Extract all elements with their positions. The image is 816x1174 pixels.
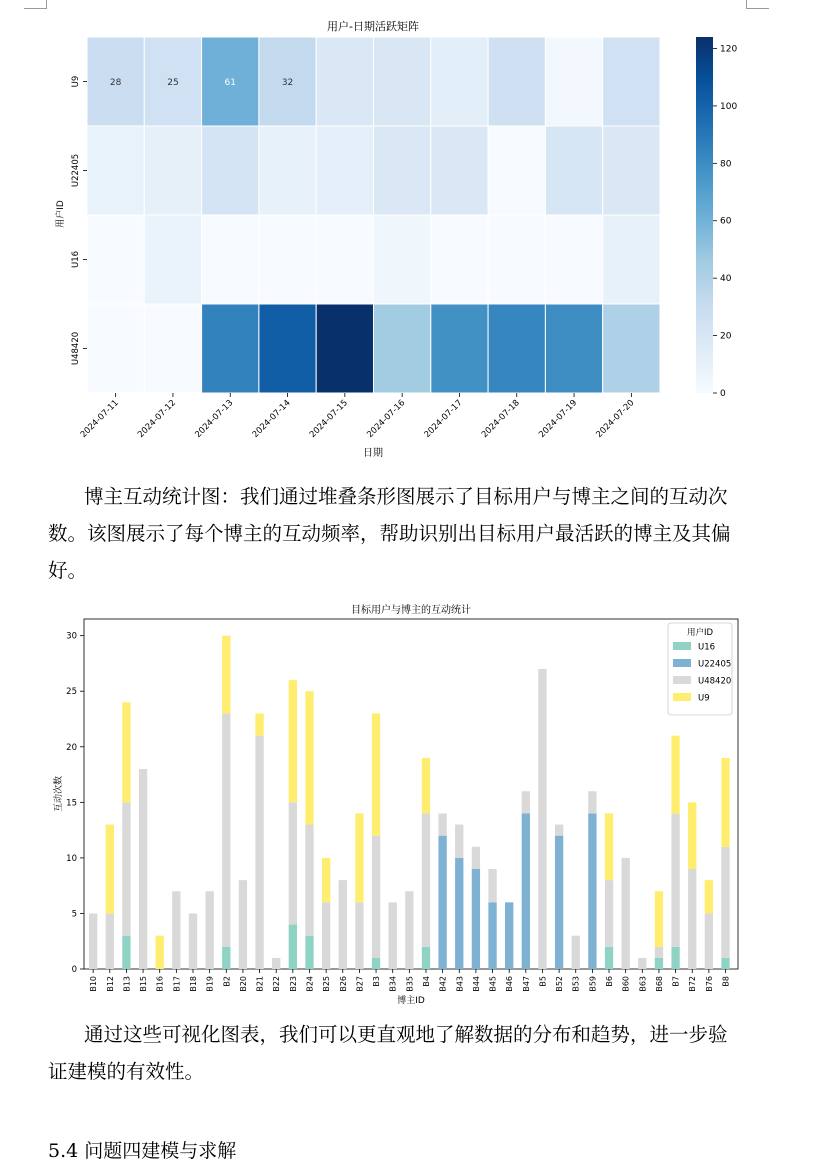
x-tick-label: B3 [372,976,382,987]
heatmap-cell [87,304,144,393]
heatmap-cell [316,126,373,215]
heatmap-cell [259,215,316,304]
heatmap-cell [545,37,602,126]
bar-segment [622,858,630,969]
heatmap-cell [431,37,488,126]
heatmap-ylabel: 用户ID [56,200,66,228]
bar-segment [389,902,397,969]
x-tick-label: B46 [505,976,515,992]
bar-segment [355,902,363,969]
x-tick-label: B4 [421,976,431,987]
bar-segment [655,958,663,969]
x-tick-label: B23 [288,976,298,992]
colorbar-tick-label: 120 [720,44,738,55]
y-tick-label: 20 [66,742,77,753]
legend-title: 用户ID [686,628,714,638]
x-tick-label: B53 [571,976,581,992]
paragraph-line: 好。 [48,559,88,582]
x-tick-label: B34 [388,976,398,992]
colorbar-tick-label: 20 [720,331,732,342]
heatmap-cell-annotation: 25 [167,78,179,88]
legend-label: U9 [698,693,710,704]
heatmap-cell [374,37,431,126]
colorbar-tick-label: 40 [720,274,732,285]
bar-segment [472,847,480,869]
heatmap-cell [374,215,431,304]
heatmap-x-tick-label: 2024-07-14 [250,398,293,441]
bar-segment [455,858,463,969]
bar-segment [422,813,430,946]
bar-segment [322,858,330,902]
x-tick-label: B21 [255,976,265,992]
bar-segment [455,825,463,858]
bar-segment [555,825,563,836]
bar-segment [255,736,263,969]
heatmap-cell [316,37,373,126]
x-tick-label: B8 [721,976,731,987]
heatmap-x-tick-label: 2024-07-20 [594,398,637,441]
bar-segment [339,880,347,969]
heatmap-colorbar [696,37,713,393]
bar-segment [106,913,114,969]
x-tick-label: B24 [305,976,315,992]
x-tick-label: B52 [555,976,565,992]
x-tick-label: B63 [638,976,648,992]
x-tick-label: B17 [172,976,182,992]
bar-segment [671,736,679,814]
heatmap-cell [144,304,201,393]
stacked-bar-title: 目标用户与博主的互动统计 [351,605,471,616]
colorbar-tick-label: 100 [720,101,738,112]
bar-segment [239,880,247,969]
bar-segment [422,947,430,969]
bar-segment [538,669,546,969]
bar-segment [522,791,530,813]
x-tick-label: B60 [621,976,631,992]
bar-segment [721,847,729,958]
bar-segment [305,825,313,936]
heatmap-cell [488,126,545,215]
heatmap-cell [144,215,201,304]
x-tick-label: B7 [671,976,681,987]
x-tick-label: B12 [105,976,115,992]
y-tick-label: 30 [66,631,77,642]
x-tick-label: B45 [488,976,498,992]
heatmap-xlabel: 日期 [363,448,383,459]
bar-segment [721,958,729,969]
bar-segment [289,680,297,802]
bar-segment [522,813,530,969]
x-tick-label: B22 [272,976,282,992]
bar-segment [438,813,446,835]
heatmap-cell [316,215,373,304]
heatmap-cell [545,215,602,304]
heatmap-cell-annotation: 28 [109,78,122,88]
paragraph-line: 通过这些可视化图表，我们可以更直观地了解数据的分布和趋势，进一步验 [84,1023,728,1046]
bar-segment [671,813,679,946]
bar-segment [688,802,696,869]
heatmap-y-tick-label: U9 [71,75,81,88]
bar-segment [89,913,97,969]
bar-segment [655,891,663,947]
heatmap-cell [488,37,545,126]
heatmap-y-tick-label: U16 [71,250,81,269]
heatmap-y-tick-label: U48420 [71,331,81,366]
heatmap-cell [202,215,259,304]
heatmap-x-tick-label: 2024-07-15 [307,398,350,441]
x-tick-label: B35 [405,976,415,992]
heatmap-x-tick-label: 2024-07-12 [136,398,179,441]
legend-label: U22405 [698,659,732,670]
bar-segment [472,869,480,969]
stacked-bar-legend [668,623,732,715]
x-tick-label: B10 [89,976,99,992]
x-tick-label: B43 [455,976,465,992]
colorbar-tick-label: 80 [720,159,732,170]
heatmap-x-tick-label: 2024-07-16 [365,398,408,441]
bar-segment [189,913,197,969]
bar-segment [156,936,164,969]
x-tick-label: B20 [238,976,248,992]
bar-segment [122,802,130,935]
paragraph-line: 证建模的有效性。 [48,1060,205,1083]
paragraph-line: 博主互动统计图：我们通过堆叠条形图展示了目标用户与博主之间的互动次 [84,485,728,508]
heatmap-cell [87,126,144,215]
heatmap-x-tick-label: 2024-07-18 [479,398,522,441]
heatmap-x-tick-label: 2024-07-11 [78,398,121,441]
heatmap-cell [431,215,488,304]
bar-segment [272,958,280,969]
bar-segment [488,869,496,902]
heatmap-cell [202,304,259,393]
bar-segment [255,713,263,735]
bar-segment [572,936,580,969]
colorbar-tick-label: 60 [720,216,732,227]
legend-swatch [673,676,691,684]
heatmap-x-tick-label: 2024-07-19 [537,398,580,441]
heatmap-cell [431,304,488,393]
bar-segment [222,713,230,946]
bar-segment [355,813,363,902]
paragraph-line: 数。该图展示了每个博主的互动频率，帮助识别出目标用户最活跃的博主及其偏 [48,522,731,545]
heatmap-cell [603,126,660,215]
x-tick-label: B19 [205,976,215,992]
legend-label: U16 [698,642,716,653]
bar-segment [139,769,147,969]
bar-segment [605,880,613,947]
x-tick-label: B25 [322,976,332,992]
bar-segment [705,880,713,913]
bar-segment [605,947,613,969]
heatmap-title: 用户-日期活跃矩阵 [327,20,419,33]
bar-segment [122,702,130,802]
bar-segment [106,825,114,914]
bar-segment [289,925,297,969]
y-tick-label: 25 [66,687,77,698]
x-tick-label: B76 [704,976,714,992]
bar-segment [172,891,180,969]
heatmap-cell [259,304,316,393]
bar-segment [222,947,230,969]
bar-segment [405,891,413,969]
x-tick-label: B5 [538,976,548,987]
heatmap-cell [202,126,259,215]
bar-segment [422,758,430,814]
heatmap-cell-annotation: 32 [281,78,294,88]
heatmap-cell [374,126,431,215]
heatmap-cell [603,304,660,393]
paragraph-blogger-chart-description [48,478,768,589]
y-tick-label: 0 [71,965,77,975]
heatmap-cell [545,126,602,215]
x-tick-label: B6 [605,976,615,987]
stacked-bar-ylabel: 互动次数 [54,775,64,813]
x-tick-label: B18 [189,976,198,992]
x-tick-label: B59 [588,976,598,992]
bar-segment [372,836,380,958]
x-tick-label: B13 [122,976,132,992]
heatmap-cell [603,37,660,126]
x-tick-label: B27 [355,976,365,992]
bar-segment [721,758,729,847]
bar-segment [205,891,213,969]
heatmap-cell [144,126,201,215]
bar-segment [505,902,513,969]
x-tick-label: B16 [155,976,165,992]
bar-segment [588,813,596,969]
bar-segment [638,958,646,969]
heatmap-cell [488,304,545,393]
heatmap-cell-annotation: 61 [224,78,236,88]
bar-segment [305,936,313,969]
bar-segment [372,713,380,835]
heatmap-y-tick-label: U22405 [71,153,81,188]
x-tick-label: B42 [438,976,448,992]
stacked-bar-chart [0,596,816,1016]
x-tick-label: B44 [471,976,481,992]
y-tick-label: 15 [66,798,77,809]
y-tick-label: 10 [66,853,77,864]
bar-segment [488,902,496,969]
bar-segment [289,802,297,924]
heatmap-cell [545,304,602,393]
section-heading: 5.4 问题四建模与求解 [48,1140,237,1162]
y-tick-label: 5 [71,909,77,920]
x-tick-label: B68 [654,976,664,992]
x-tick-label: B15 [139,976,149,992]
heatmap-chart [0,0,816,470]
legend-swatch [673,693,691,701]
heatmap-cell [431,126,488,215]
bar-segment [605,813,613,880]
heatmap-cell [603,215,660,304]
heatmap-cell [488,215,545,304]
heatmap-cell [316,304,373,393]
x-tick-label: B26 [338,976,348,992]
x-tick-label: B72 [688,976,698,992]
bar-segment [555,836,563,969]
x-tick-label: B47 [521,976,531,992]
stacked-bar-xlabel: 博主ID [397,996,425,1006]
legend-label: U48420 [698,676,732,687]
bar-segment [222,636,230,714]
heatmap-x-tick-label: 2024-07-13 [193,398,236,441]
bar-segment [122,936,130,969]
colorbar-tick-label: 0 [720,389,726,399]
bar-segment [322,902,330,969]
heatmap-cell [374,304,431,393]
paragraph-conclusion [48,1016,768,1090]
bar-segment [671,947,679,969]
legend-swatch [673,659,691,667]
legend-swatch [673,642,691,650]
bar-segment [705,913,713,969]
heatmap-x-tick-label: 2024-07-17 [422,398,465,441]
heatmap-cell [87,215,144,304]
bar-segment [305,691,313,824]
bar-segment [372,958,380,969]
bar-segment [688,869,696,969]
bar-segment [655,947,663,958]
heatmap-cell [259,126,316,215]
bar-segment [438,836,446,969]
x-tick-label: B2 [222,976,232,987]
bar-segment [588,791,596,813]
